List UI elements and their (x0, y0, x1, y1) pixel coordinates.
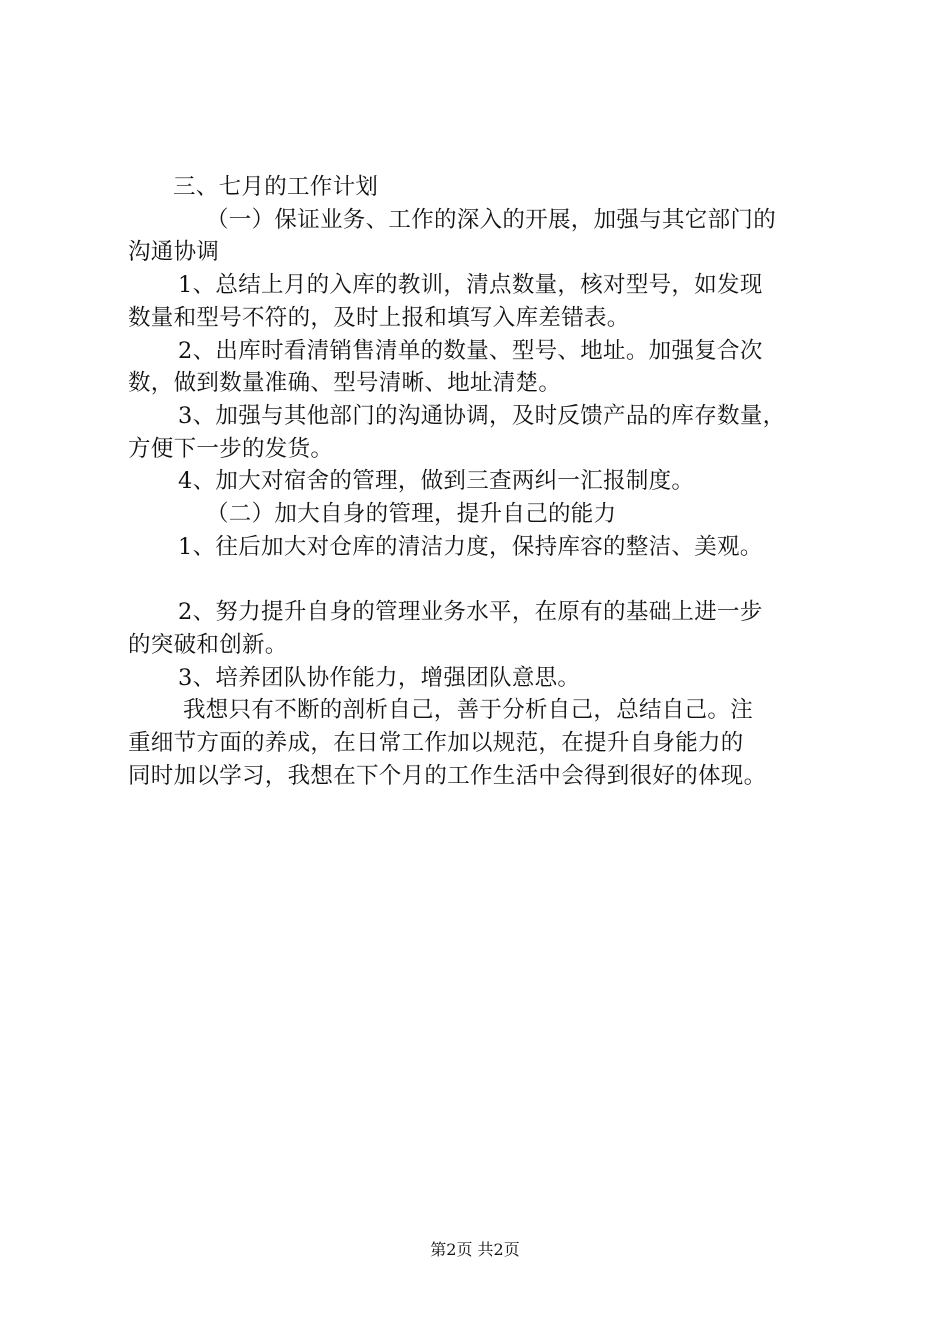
closing-paragraph-line-3: 同时加以学习，我想在下个月的工作生活中会得到很好的体现。 (128, 762, 767, 789)
page-number-footer: 第2页 共2页 (430, 1240, 520, 1259)
list-item-6-line-2: 的突破和创新。 (128, 631, 288, 658)
list-item-2-line-1: 2、出库时看清销售清单的数量、型号、地址。加强复合次 (178, 337, 763, 364)
subsection-heading-2: （二）加大自身的管理，提升自己的能力 (206, 501, 617, 528)
list-item-5: 1、往后加大对仓库的清洁力度，保持库容的整洁、美观。 (178, 533, 763, 560)
list-item-3-line-2: 方便下一步的发货。 (128, 435, 334, 462)
paragraph-line: 沟通协调 (128, 239, 220, 266)
list-item-2-line-2: 数，做到数量准确、型号清晰、地址清楚。 (128, 370, 562, 397)
closing-paragraph-line-1: 我想只有不断的剖析自己，善于分析自己，总结自己。注 (183, 697, 754, 724)
list-item-1-line-1: 1、总结上月的入库的教训，清点数量，核对型号，如发现 (178, 272, 763, 299)
document-body (128, 171, 832, 792)
closing-paragraph-line-2: 重细节方面的养成，在日常工作加以规范，在提升自身能力的 (128, 729, 744, 756)
list-item-7: 3、培养团队协作能力，增强团队意思。 (178, 664, 581, 691)
list-item-6-line-1: 2、努力提升自身的管理业务水平，在原有的基础上进一步 (178, 599, 763, 626)
list-item-4: 4、加大对宿舍的管理，做到三查两纠一汇报制度。 (178, 468, 695, 495)
section-heading: 三、七月的工作计划 (173, 174, 379, 200)
subsection-heading-1: （一）保证业务、工作的深入的开展，加强与其它部门的 (206, 206, 777, 233)
list-item-3-line-1: 3、加强与其他部门的沟通协调，及时反馈产品的库存数量， (178, 402, 786, 429)
list-item-1-line-2: 数量和型号不符的，及时上报和填写入库差错表。 (128, 304, 630, 331)
blank-line (128, 563, 832, 596)
